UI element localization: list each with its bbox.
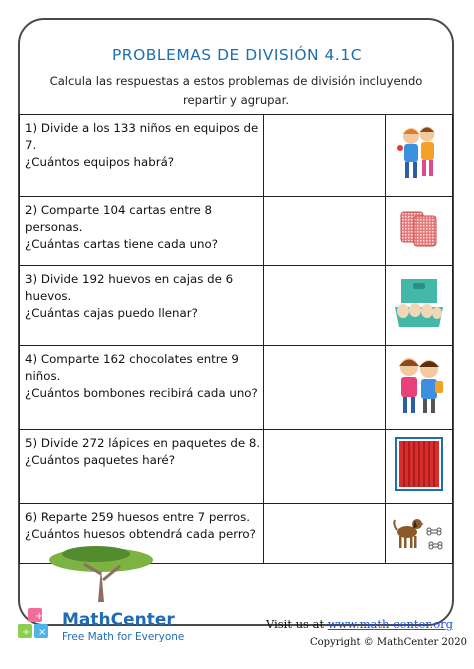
mathcenter-logo-icon <box>16 606 60 646</box>
dog-bones-icon <box>391 510 447 554</box>
brand-name: MathCenter <box>62 610 175 630</box>
problem-row <box>20 429 453 503</box>
acacia-tree-icon <box>46 540 156 602</box>
instructions <box>36 72 436 110</box>
answer-box[interactable] <box>264 196 386 266</box>
answer-box[interactable] <box>264 266 386 345</box>
visit-line <box>266 617 453 631</box>
answer-box[interactable] <box>264 504 386 564</box>
egg-carton-icon <box>391 273 447 333</box>
brand-slogan: Free Math for Everyone <box>62 631 185 643</box>
problem-text <box>20 429 264 503</box>
problem-row <box>20 196 453 266</box>
answer-box[interactable] <box>264 345 386 429</box>
problem-row <box>20 115 453 197</box>
problem-text <box>20 266 264 345</box>
problem-row <box>20 345 453 429</box>
visit-label: Visit us at <box>266 617 325 631</box>
svg-text:×: × <box>38 627 47 638</box>
website-link[interactable]: www.math-center.org <box>327 617 453 631</box>
problem-statement: 1) Divide a los 133 niños en equipos de 7. <box>25 121 259 152</box>
answer-box[interactable] <box>264 115 386 197</box>
worksheet-title: PROBLEMAS DE DIVISIÓN 4.1C <box>111 46 363 64</box>
problems-table <box>19 114 453 564</box>
problem-text <box>20 345 264 429</box>
kids-icon <box>394 122 444 184</box>
problem-statement: 3) Divide 192 huevos en cajas de 6 huevos. <box>25 272 234 304</box>
problem-text <box>20 196 264 266</box>
problem-text <box>20 115 264 197</box>
problem-question: ¿Cuántos equipos habrá? <box>25 155 175 169</box>
problem-question: ¿Cuántas cartas tiene cada uno? <box>25 236 219 251</box>
problem-row <box>20 266 453 345</box>
problem-question: ¿Cuántos huesos obtendrá cada perro? <box>25 527 256 542</box>
cards-icon <box>399 210 439 248</box>
svg-text:+: + <box>35 611 44 622</box>
kids-icon <box>391 353 447 417</box>
problem-statement: 2) Comparte 104 cartas entre 8 personas. <box>25 202 213 234</box>
problem-statement: 6) Reparte 259 huesos entre 7 perros. <box>25 510 251 525</box>
svg-text:÷: ÷ <box>22 627 31 638</box>
pencils-icon <box>394 436 444 492</box>
problem-question: ¿Cuántas cajas puedo llenar? <box>25 306 198 321</box>
problem-statement: 5) Divide 272 lápices en paquetes de 8. <box>25 435 261 450</box>
copyright: Copyright © MathCenter 2020 <box>310 637 467 648</box>
problem-question: ¿Cuántos paquetes haré? <box>25 452 175 467</box>
answer-box[interactable] <box>264 429 386 503</box>
problem-question: ¿Cuántos bombones recibirá cada uno? <box>25 385 258 400</box>
instructions-line-2: repartir y agrupar. <box>182 93 290 107</box>
instructions-line-1: Calcula las respuestas a estos problemas de división incluyendo <box>49 74 423 88</box>
problem-statement: 4) Comparte 162 chocolates entre 9 niños. <box>25 351 239 383</box>
